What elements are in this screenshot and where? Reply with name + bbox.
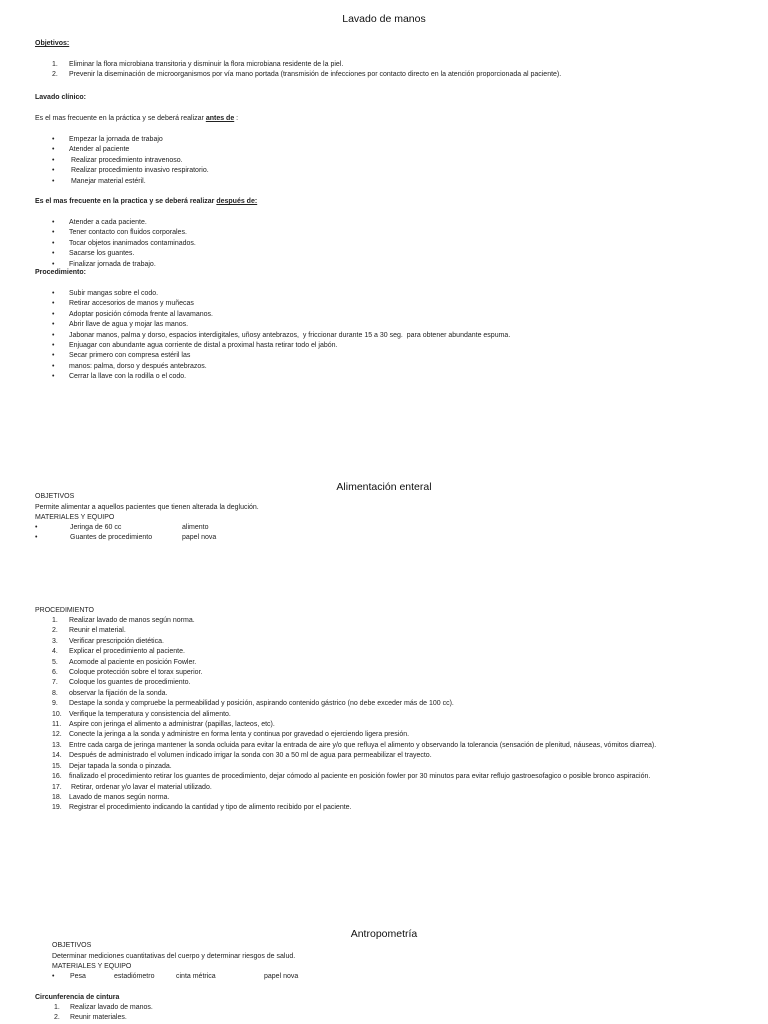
list-item: • Jeringa de 60 cc alimento <box>35 524 209 531</box>
list-item: • Cerrar la llave con la rodilla o el codo. <box>0 372 510 382</box>
antropometria-materiales-heading: MATERIALES Y EQUIPO <box>52 963 132 970</box>
list-item: • Sacarse los guantes. <box>0 249 196 259</box>
title-antropometria: Antropometría <box>350 928 418 940</box>
list-item: • Secar primero con compresa estéril las <box>0 351 510 361</box>
list-item: • Abrir llave de agua y mojar las manos. <box>0 320 510 330</box>
cintura-heading: Circunferencia de cintura <box>35 994 120 1001</box>
list-item: • Atender a cada paciente. <box>0 218 196 228</box>
enteral-procedimiento-heading: PROCEDIMIENTO <box>35 607 94 614</box>
list-item: • Tener contacto con fluidos corporales. <box>0 228 196 238</box>
list-item: • Atender al paciente <box>0 145 209 155</box>
enteral-objetivos-heading: OBJETIVOS <box>35 493 75 500</box>
antropometria-objetivo-text: Determinar mediciones cuantitativas del cuerpo y determinar riesgos de salud. <box>52 953 296 960</box>
list-item: 9. Destape la sonda y compruebe la permeabilidad y posición, aspirando contenido gástrico (no debe exceder más de 100 cc). <box>52 700 454 708</box>
list-item: 19. Registrar el procedimiento indicando la cantidad y tipo de alimento recibido por el paciente. <box>52 804 352 812</box>
antropometria-equipo-row: • Pesa estadiómetro cinta métrica papel nova <box>0 972 400 983</box>
equipo-item: cinta métrica <box>176 973 216 980</box>
objetivos-list <box>0 60 561 81</box>
list-item: 1. Realizar lavado de manos. <box>54 1004 153 1011</box>
list-item: 10. Verifique la temperatura y consistencia del alimento. <box>52 710 231 718</box>
enteral-materiales-heading: MATERIALES Y EQUIPO <box>35 514 115 521</box>
equipo-item: Pesa <box>70 973 86 980</box>
enteral-objetivo-text: Permite alimentar a aquellos pacientes que tienen alterada la deglución. <box>35 504 259 511</box>
enteral-equipo-list <box>0 523 400 544</box>
title-lavado-de-manos: Lavado de manos <box>342 13 426 25</box>
title-alimentacion-enteral: Alimentación enteral <box>336 481 432 493</box>
list-item: 2. Reunir materiales. <box>54 1014 127 1022</box>
equipo-item: papel nova <box>264 973 299 980</box>
list-item: • Adoptar posición cómoda frente al lavamanos. <box>0 310 510 320</box>
list-item: • Empezar la jornada de trabajo <box>0 135 209 145</box>
list-item: 2. Reunir el material. <box>52 627 126 635</box>
antes-intro: Es el mas frecuente en la práctica y se deberá realizar antes de : <box>35 115 239 122</box>
list-item: • Realizar procedimiento invasivo respiratorio. <box>0 166 209 176</box>
list-item: • Enjuagar con abundante agua corriente de distal a proximal hasta retirar todo el jabón. <box>0 341 510 351</box>
list-item: 14. Después de administrado el volumen indicado irrigar la sonda con 30 a 50 ml de agua para permeabilizar el trayecto. <box>52 752 432 760</box>
list-item: • manos: palma, dorso y después antebrazos. <box>0 362 510 372</box>
list-item: • Subir mangas sobre el codo. <box>0 289 510 299</box>
list-item: • Tocar objetos inanimados contaminados. <box>0 239 196 249</box>
list-item: 18. Lavado de manos según norma. <box>52 793 170 801</box>
list-item: • Finalizar jornada de trabajo. <box>0 260 196 270</box>
list-item: 1. Realizar lavado de manos según norma. <box>52 617 195 624</box>
objetivos-heading: Objetivos: <box>35 40 70 47</box>
list-item: • Realizar procedimiento intravenoso. <box>0 156 209 166</box>
list-item: 4. Explicar el procedimiento al paciente. <box>52 648 185 656</box>
equipo-item: estadiómetro <box>114 973 155 980</box>
list-item: 15. Dejar tapada la sonda o pinzada. <box>52 762 172 770</box>
cintura-pasos-list <box>0 1003 153 1024</box>
procedimiento-heading: Procedimiento: <box>35 269 86 276</box>
list-item: 8. observar la fijación de la sonda. <box>52 689 168 697</box>
antropometria-objetivos-heading: OBJETIVOS <box>52 942 92 949</box>
list-item: 7. Coloque los guantes de procedimiento. <box>52 679 191 687</box>
list-item: 13. Entre cada carga de jeringa mantener la sonda ocluida para evitar la entrada de aire y/o que refluya el alimento y observando la tolerancia (sensación de plenitud, náuseas, vómitos diarrea). <box>52 741 657 749</box>
procedimiento-list <box>0 289 510 383</box>
list-item: 1. Eliminar la flora microbiana transitoria y disminuir la flora microbiana residente de la piel. <box>52 61 344 68</box>
despues-intro: Es el mas frecuente en la practica y se deberá realizar después de: <box>35 198 258 205</box>
list-item: • Manejar material estéril. <box>0 177 209 187</box>
list-item: 16. finalizado el procedimiento retirar los guantes de procedimiento, dejar cómodo al paciente en posición fowler por 30 minutos para evitar reflujo gastroesofagico o posible bronco aspiración. <box>52 773 651 781</box>
lavado-clinico-heading: Lavado clínico: <box>35 94 86 101</box>
list-item: • Guantes de procedimiento papel nova <box>35 534 217 542</box>
despues-list <box>0 218 196 270</box>
list-item: 3. Verificar prescripción dietética. <box>52 637 164 645</box>
list-item: • Jabonar manos, palma y dorso, espacios interdigitales, uñosy antebrazos, y friccionar durante 15 a 30 seg. para obtener abundante espuma. <box>0 331 510 341</box>
list-item: 11. Aspire con jeringa el alimento a administrar (papillas, lacteos, etc). <box>52 721 275 729</box>
list-item: 12. Conecte la jeringa a la sonda y administre en forma lenta y continua por gravedad o ejerciendo ligera presión. <box>52 731 410 739</box>
list-item: 5. Acomode al paciente en posición Fowler. <box>52 658 197 666</box>
enteral-pasos-list <box>0 616 656 814</box>
list-item: 6. Coloque protección sobre el torax superior. <box>52 669 203 677</box>
list-item: • Retirar accesorios de manos y muñecas <box>0 299 510 309</box>
antes-list <box>0 135 209 187</box>
list-item: 2. Prevenir la diseminación de microorganismos por vía mano portada (transmisión de infecciones por contacto directo en la atención proporcionada al paciente). <box>52 71 562 79</box>
list-item: 17. Retirar, ordenar y/o lavar el material utilizado. <box>52 783 212 791</box>
